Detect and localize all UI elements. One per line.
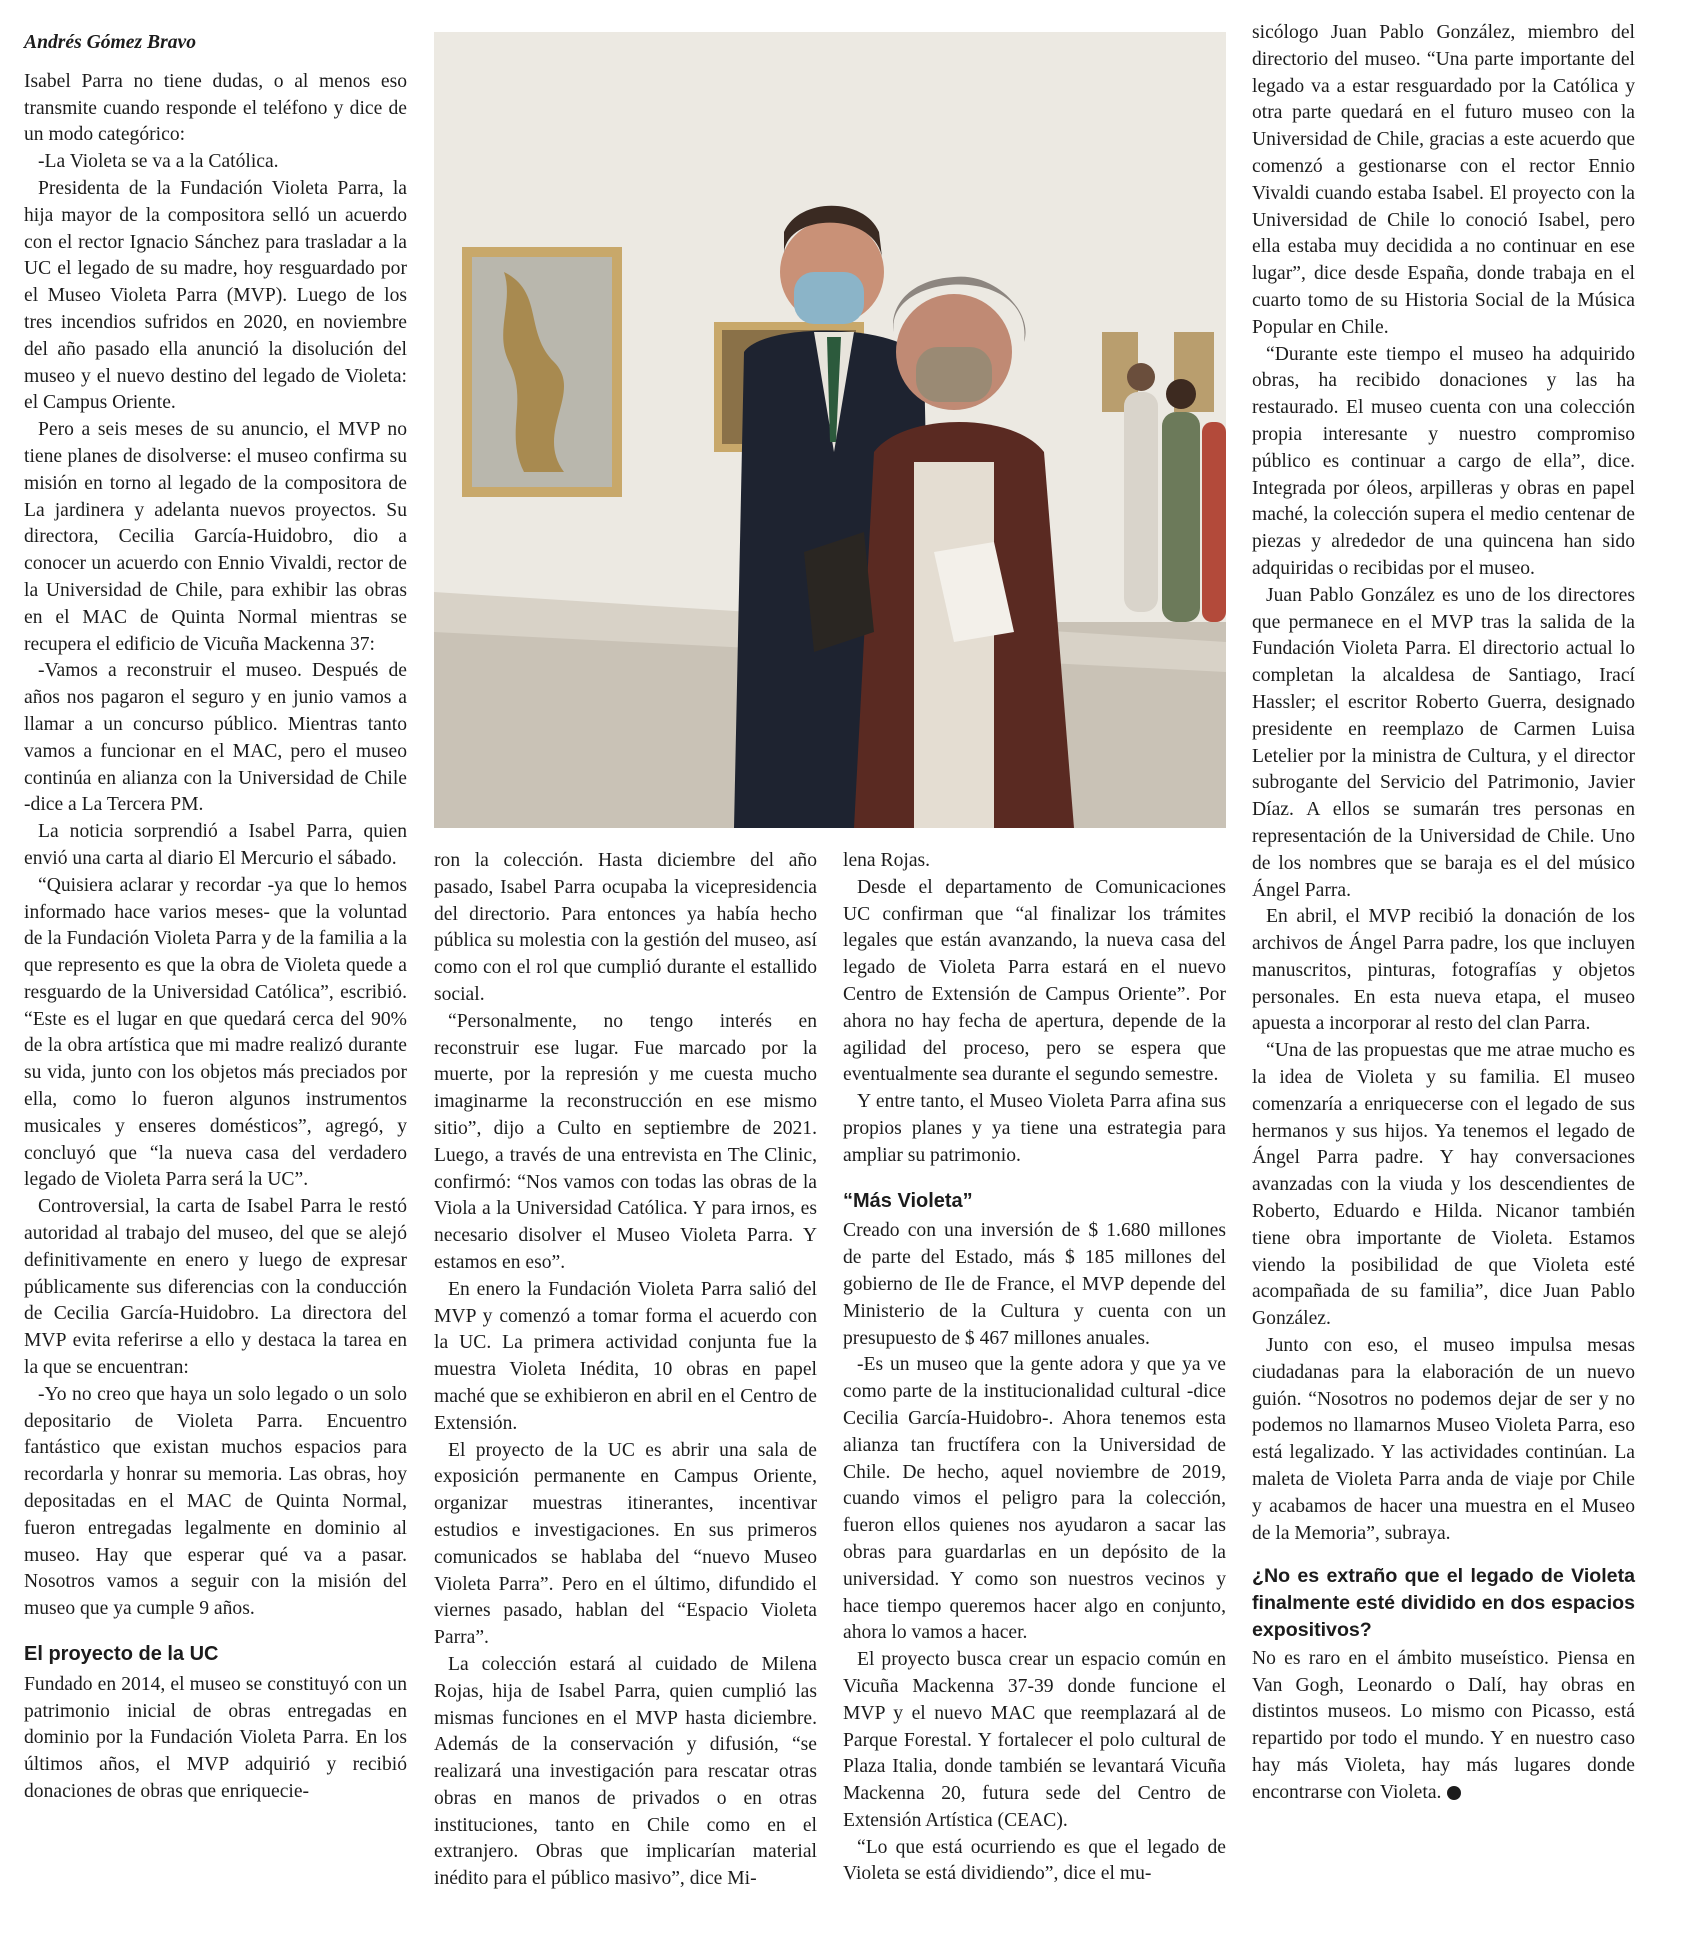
paragraph: La colección estará al cuidado de Milena Rojas, hija de Isabel Parra, quien cumplió las mismas funciones en el MVP hasta diciembre. Además de la conservación y difusión, “se realizará una investigación para rescatar otras obras en manos de privados o en otras instituciones, tanto en Chile como en el extranjero. Obras que implicarían material inédito para el público masivo”, dice Mi-	[434, 1653, 817, 1890]
section-heading: “Más Violeta”	[843, 1189, 973, 1212]
paragraph: “Una de las propuestas que me atrae mucho es la idea de Violeta y su familia. El museo comenzaría a enriquecerse con el legado de sus hermanos y sus hijos. Ya tenemos el legado de Ángel Parra padre. Y hay conversaciones avanzadas con la viuda y los descendientes de Roberto, Eduardo e Hilda. Nicanor también tiene obra importante de Violeta. Estamos viendo la posibilidad de que Violeta esté acompañada de su familia”, dice Juan Pablo González.	[1252, 1040, 1635, 1330]
article-photo	[434, 32, 1226, 828]
paragraph: Presidenta de la Fundación Violeta Parra, la hija mayor de la compositora selló un acuerdo con el rector Ignacio Sánchez para trasladar a la UC el legado de su madre, hoy resguardado por el Museo Violeta Parra (MVP). Luego de los tres incendios sufridos en 2020, en noviembre del año pasado ella anunció la disolución del museo y el nuevo destino del legado de Violeta: el Campus Oriente.	[24, 177, 407, 414]
paragraph: -La Violeta se va a la Católica.	[38, 151, 279, 173]
paragraph: “Personalmente, no tengo interés en reconstruir ese lugar. Fue marcado por la muerte, por la represión y me cuesta mucho imaginarme la reconstrucción en ese mismo sitio”, dijo a Culto en septiembre de 2021. Luego, a través de una entrevista en The Clinic, confirmó: “Nos vamos con todas las obras de la Viola a la Universidad Católica. Y para irnos, es necesario disolver el Museo Violeta Parra. Y estamos en eso”.	[434, 1010, 817, 1273]
paragraph: Creado con una inversión de $ 1.680 millones de parte del Estado, más $ 185 millones del gobierno de Ile de France, el MVP depende del Ministerio de la Cultura y cuenta con un presupuesto de $ 467 millones anuales.	[843, 1220, 1226, 1349]
article-column-2	[434, 848, 817, 1893]
closing-paragraph: No es raro en el ámbito museístico. Piensa en Van Gogh, Leonardo o Dalí, hay obras en distintos museos. Lo mismo con Picasso, está repartido por todo el mundo. Y en nuestro caso hay más Violeta, hay más lugares donde encontrarse con Violeta.	[1252, 1647, 1635, 1803]
paragraph: -Yo no creo que haya un solo legado o un solo depositario de Violeta Parra. Encuentro fantástico que existan muchos espacios para recordarla y honrar su memoria. Las obras, hoy depositadas en el MAC de Quinta Normal, fueron entregadas legalmente en dominio al museo. Hay que esperar qué va a pasar. Nosotros vamos a seguir con la misión del museo que ya cumple 9 años.	[24, 1383, 407, 1620]
article-column-4	[1252, 20, 1635, 1807]
paragraph: El proyecto busca crear un espacio común en Vicuña Mackenna 37-39 donde funcione el MVP y el nuevo MAC que reemplazará al de Parque Forestal. Y fortalecer el polo cultural de Plaza Italia, donde también se levantará Vicuña Mackenna 20, futura sede del Centro de Extensión Artística (CEAC).	[843, 1649, 1226, 1831]
paragraph: sicólogo Juan Pablo González, miembro del directorio del museo. “Una parte importante del legado va a estar resguardado por la Católica y otra parte quedará en el futuro museo con la Universidad de Chile, gracias a este acuerdo que comenzó a gestionarse con el rector Ennio Vivaldi cuando estaba Isabel. El proyecto con la Universidad de Chile lo conoció Isabel, pero ella estaba muy decidida a no continuar en ese lugar”, dice desde España, donde trabaja en el cuarto tomo de su Historia Social de la Música Popular en Chile.	[1252, 22, 1635, 338]
paragraph: En abril, el MVP recibió la donación de los archivos de Ángel Parra padre, los que incluyen manuscritos, pinturas, fotografías y objetos personales. En esta nueva etapa, el museo apuesta a incorporar al resto del clan Parra.	[1252, 906, 1635, 1035]
article-column-1	[24, 30, 407, 1806]
end-mark-icon	[1447, 1786, 1461, 1800]
paragraph: Juan Pablo González es uno de los directores que permanece en el MVP tras la salida de la Fundación Violeta Parra. El directorio actual lo completan la alcaldesa de Santiago, Irací Hassler; el escritor Roberto Guerra, designado presidente en reemplazo de Carmen Luisa Letelier por la ministra de Cultura, y el director subrogante del Servicio del Patrimonio, Javier Díaz. A ellos se sumarán tres personas en representación de la Universidad de Chile. Uno de los nombres que se baraja es el del músico Ángel Parra.	[1252, 584, 1635, 901]
paragraph: Pero a seis meses de su anuncio, el MVP no tiene planes de disolverse: el museo confirma su misión en torno al legado de la compositora de La jardinera y adelanta nuevos proyectos. Su directora, Cecilia García-Huidobro, dio a conocer un acuerdo con Ennio Vivaldi, rector de la Universidad de Chile, para exhibir las obras en el MAC de Quinta Normal mientras se recupera el edificio de Vicuña Mackenna 37:	[24, 419, 407, 655]
paragraph: El proyecto de la UC es abrir una sala de exposición permanente en Campus Oriente, organizar muestras itinerantes, incentivar estudios e investigaciones. En sus primeros comunicados se hablaba del “nuevo Museo Violeta Parra”. Pero en el último, difundido el viernes pasado, hablan del “Espacio Violeta Parra”.	[434, 1439, 817, 1649]
paragraph: Controversial, la carta de Isabel Parra le restó autoridad al trabajo del museo, del que se alejó definitivamente en enero y luego de expresar públicamente sus diferencias con la conducción de Cecilia García-Huidobro. La directora del MVP evita referirse a ello y destaca la tarea en la que se encuentran:	[24, 1196, 407, 1379]
paragraph: “Lo que está ocurriendo es que el legado de Violeta se está dividiendo”, dice el mu-	[843, 1836, 1226, 1885]
paragraph: Fundado en 2014, el museo se constituyó con un patrimonio inicial de obras entregadas en dominio por la Fundación Violeta Parra. En los últimos años, el MVP adquirió y recibió donaciones de obras que enriquecie-	[24, 1673, 407, 1802]
paragraph: “Durante este tiempo el museo ha adquirido obras, ha recibido donaciones y las ha restaurado. El museo cuenta con una colección propia interesante y nuestro compromiso público es continuar a cargo de ella”, dice. Integrada por óleos, arpilleras y obras en papel maché, la colección supera el medio centenar de piezas y alrededor de una quincena han sido adquiridas o recibidas por el museo.	[1252, 343, 1635, 579]
paragraph: lena Rojas.	[843, 850, 931, 871]
paragraph: -Es un museo que la gente adora y que ya ve como parte de la institucionalidad cultural -dice Cecilia García-Huidobro-. Ahora tenemos esta alianza tan fructífera con la Universidad de Chile. De hecho, aquel noviembre de 2019, cuando vimos el peligro para la colección, fueron ellos quienes nos ayudaron a sacar las obras para guardarlas en un depósito de la universidad. Y como son nuestros vecinos y hace tiempo queremos hacer algo en conjunto, ahora lo vamos a hacer.	[843, 1354, 1226, 1644]
article-column-3	[843, 848, 1226, 1888]
paragraph: Junto con eso, el museo impulsa mesas ciudadanas para la elaboración de un nuevo guión. “Nosotros no podemos dejar de ser y no podemos no llamarnos Museo Violeta Parra, eso está legalizado. Y las actividades continúan. La maleta de Violeta Parra anda de viaje por Chile y acabamos de hacer una muestra en el Museo de la Memoria”, subraya.	[1252, 1335, 1635, 1544]
paragraph: Desde el departamento de Comunicaciones UC confirman que “al finalizar los trámites legales que están avanzando, la nueva casa del legado de Violeta Parra estará en el nuevo Centro de Extensión de Campus Oriente”. Por ahora no hay fecha de apertura, depende de la agilidad del proceso, pero se espera que eventualmente sea durante el segundo semestre.	[843, 876, 1226, 1086]
paragraph: En enero la Fundación Violeta Parra salió del MVP y comenzó a tomar forma el acuerdo con la UC. La primera actividad conjunta fue la muestra Violeta Inédita, 10 obras en papel maché que se exhibieron en abril en el Centro de Extensión.	[434, 1278, 817, 1434]
paragraph	[1252, 1646, 1635, 1807]
paragraph: Y entre tanto, el Museo Violeta Parra afina sus propios planes y ya tiene una estrategia para ampliar su patrimonio.	[843, 1091, 1226, 1166]
byline: Andrés Gómez Bravo	[24, 32, 197, 53]
paragraph: ron la colección. Hasta diciembre del año pasado, Isabel Parra ocupaba la vicepresidencia del directorio. Para entonces ya había hecho pública su molestia con la gestión del museo, así como con el rol que cumplió durante el estallido social.	[434, 850, 817, 1005]
question-heading: ¿No es extraño que el legado de Violeta finalmente esté dividido en dos espacios expositivos?	[1252, 1565, 1635, 1642]
section-heading: El proyecto de la UC	[24, 1643, 219, 1666]
paragraph: La noticia sorprendió a Isabel Parra, quien envió una carta al diario El Mercurio el sábado.	[24, 821, 407, 869]
paragraph: Isabel Parra no tiene dudas, o al menos eso transmite cuando responde el teléfono y dice de un modo categórico:	[24, 70, 407, 146]
paragraph: -Vamos a reconstruir el museo. Después de años nos pagaron el seguro y en junio vamos a llamar a un concurso público. Mientras tanto vamos a funcionar en el MAC, pero el museo continúa en alianza con la Universidad de Chile -dice a La Tercera PM.	[24, 660, 407, 816]
gallery-photo-icon	[434, 32, 1226, 828]
paragraph: “Quisiera aclarar y recordar -ya que lo hemos informado hace varios meses- que la voluntad de la Fundación Violeta Parra y de la familia a la que represento es que la obra de Violeta quede a resguardo de la Universidad Católica”, escribió. “Este es el lugar en que quedará cerca del 90% de la obra artística que mi madre realizó durante su vida, junto con los objetos más preciados por ella, como lo fueron algunos instrumentos musicales y enseres domésticos”, agregó, y concluyó que “la nueva casa del verdadero legado de Violeta Parra será la UC”.	[24, 874, 407, 1191]
